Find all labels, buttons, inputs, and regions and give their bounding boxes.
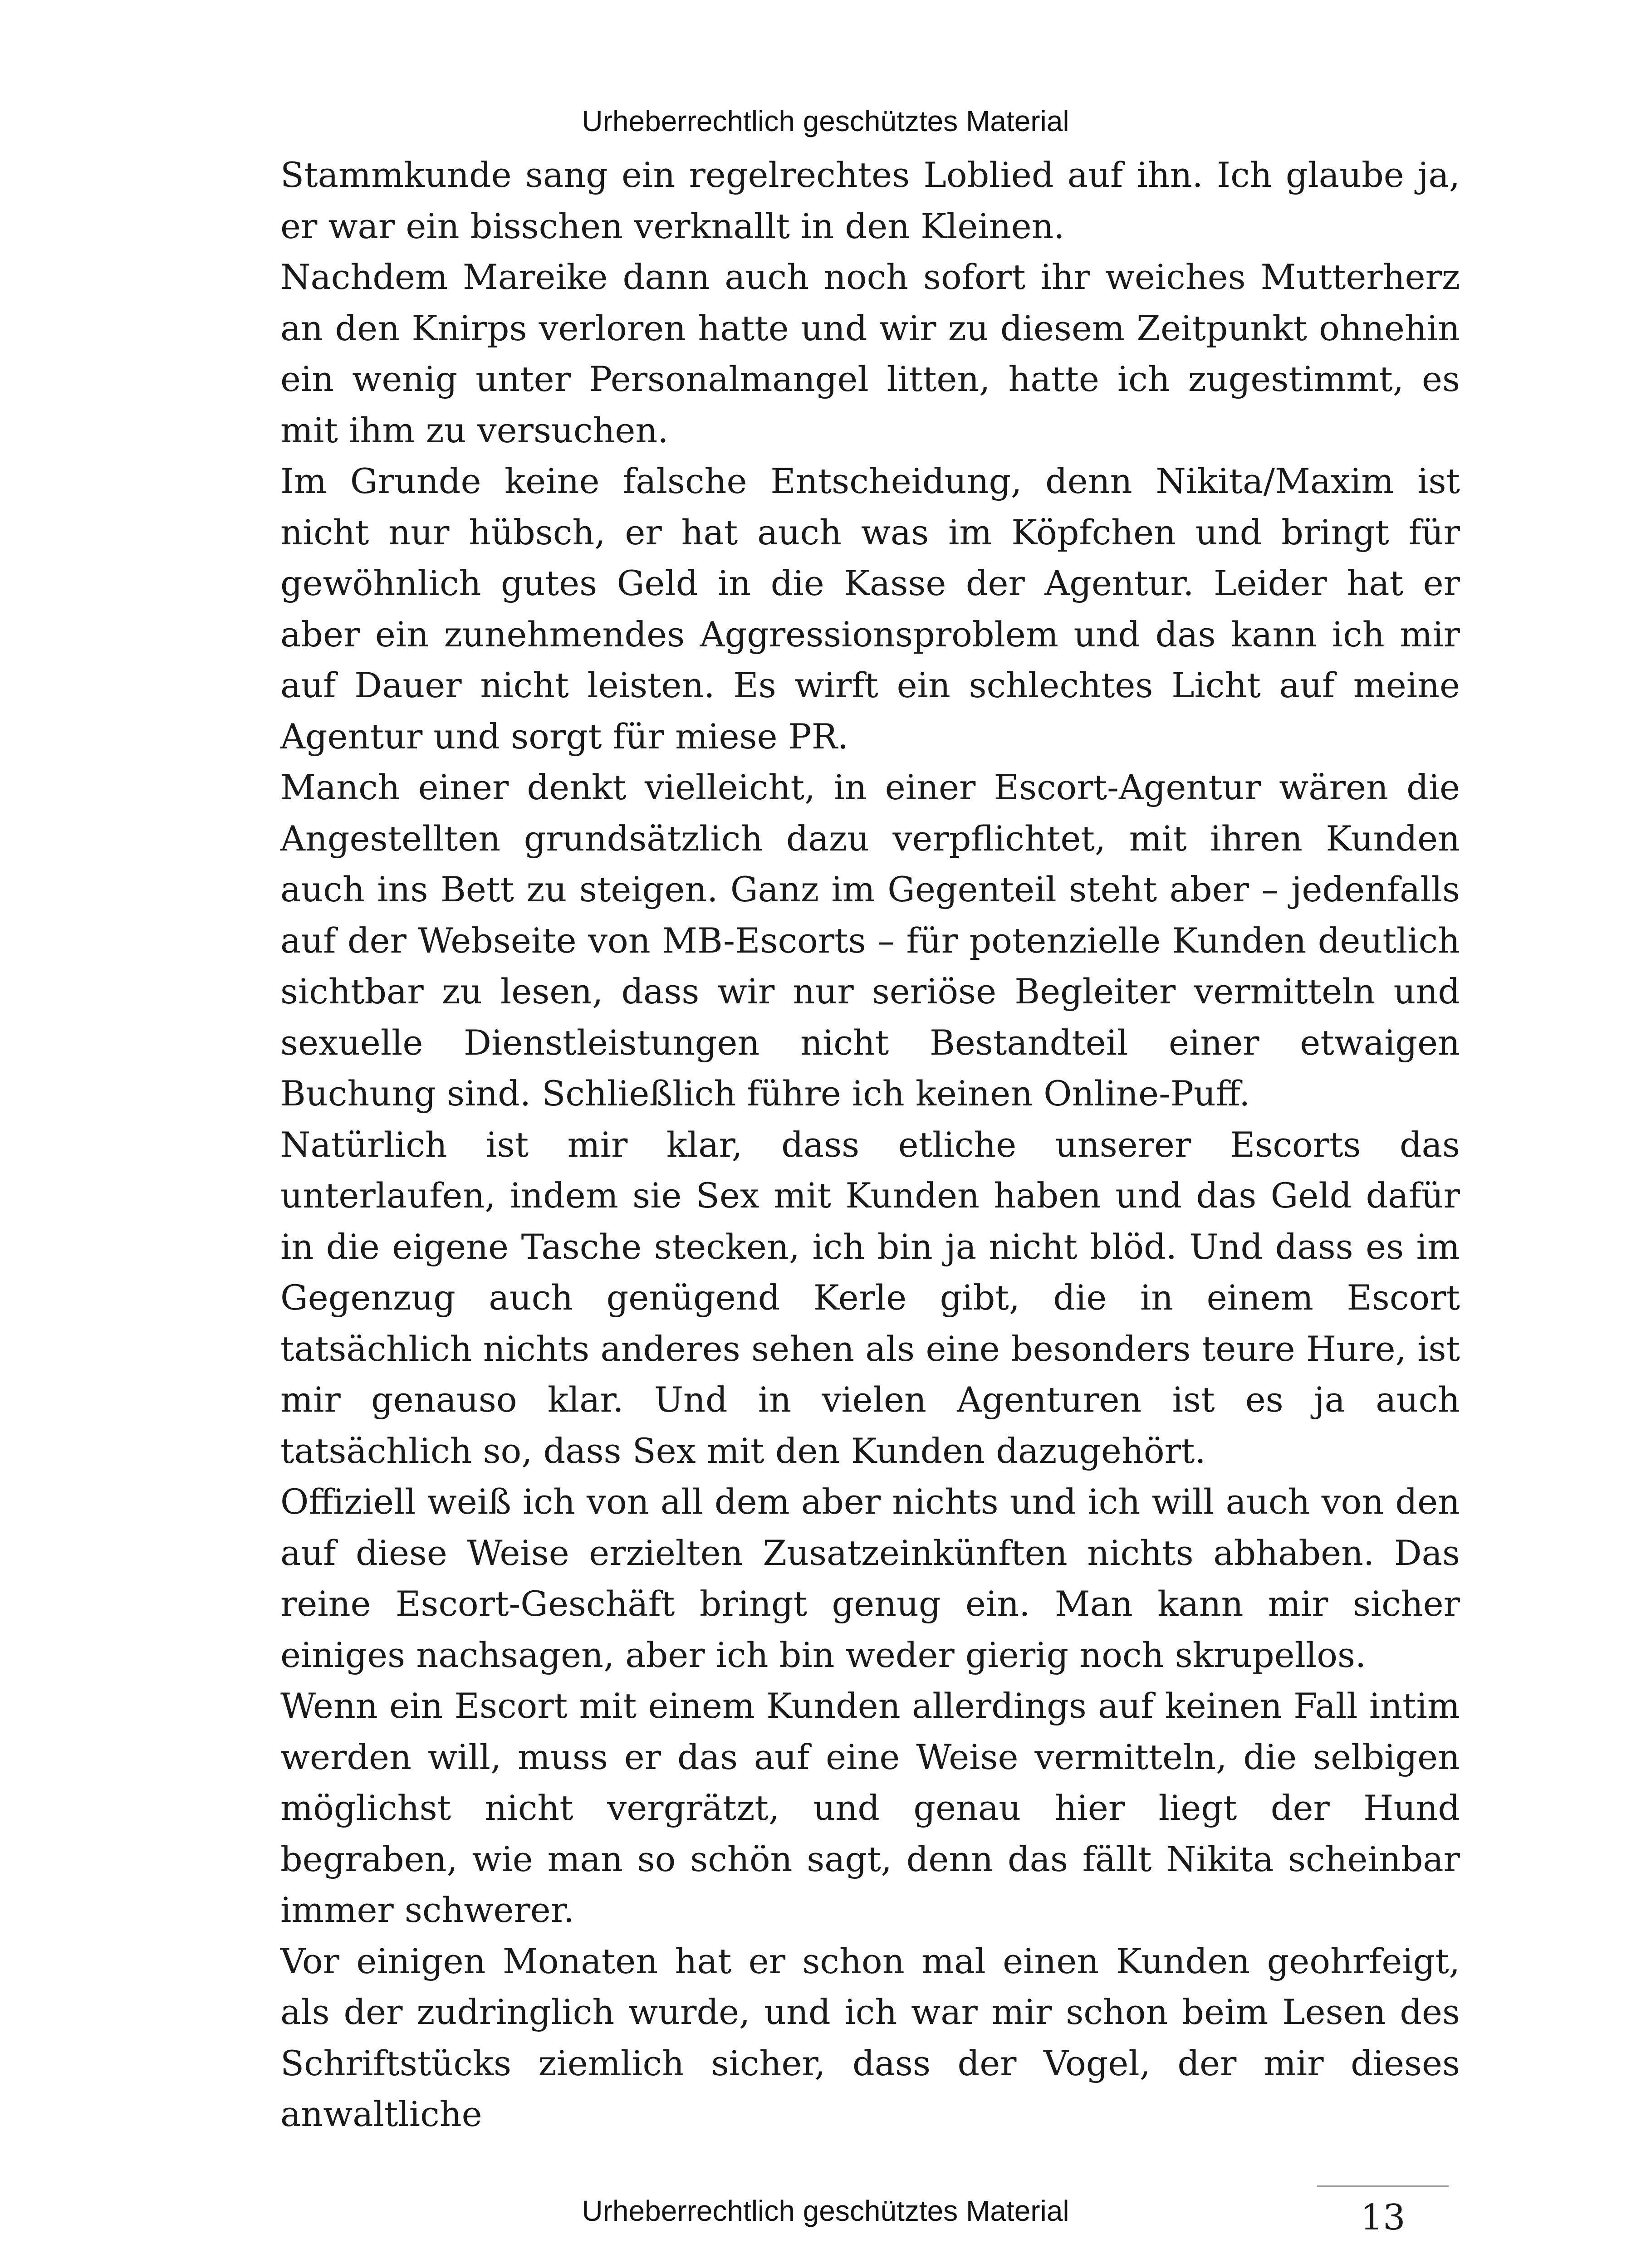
- paragraph: Im Grunde keine falsche Entscheidung, denn Nikita/Maxim ist nicht nur hübsch, er hat auch was im Köpfchen und bringt für gewöhnlich gutes Geld in die Kasse der Agentur. Leider hat er aber ein zunehmendes Aggressionsproblem und das kann ich mir auf Dauer nicht leisten. Es wirft ein schlechtes Licht auf meine Agentur und sorgt für miese PR.: [280, 461, 1460, 757]
- paragraph: Offiziell weiß ich von all dem aber nichts und ich will auch von den auf diese Weise erzielten Zusatzeinkünften nichts abhaben. Das reine Escort-Geschäft bringt genug ein. Man kann mir sicher einiges nachsagen, aber ich bin weder gierig noch skrupellos.: [280, 1481, 1460, 1675]
- page-body: [280, 150, 1460, 2140]
- paragraph: Wenn ein Escort mit einem Kunden allerdings auf keinen Fall intim werden will, muss er das auf eine Weise vermitteln, die selbigen möglichst nicht vergrätzt, und genau hier liegt der Hund begraben, wie man so schön sagt, denn das fällt Nikita scheinbar immer schwerer.: [280, 1686, 1460, 1930]
- paragraph: Natürlich ist mir klar, dass etliche unserer Escorts das unterlaufen, indem sie Sex mit Kunden haben und das Geld dafür in die eigene Tasche stecken, ich bin ja nicht blöd. Und dass es im Gegenzug auch genügend Kerle gibt, die in einem Escort tatsächlich nichts anderes sehen als eine besonders teure Hure, ist mir genauso klar. Und in vielen Agenturen ist es ja auch tatsächlich so, dass Sex mit den Kunden dazugehört.: [280, 1124, 1460, 1471]
- paragraph: Nachdem Mareike dann auch noch sofort ihr weiches Mutterherz an den Knirps verloren hatte und wir zu diesem Zeitpunkt ohnehin ein wenig unter Personalmangel litten, hatte ich zugestimmt, es mit ihm zu versuchen.: [280, 257, 1460, 450]
- paragraph: Vor einigen Monaten hat er schon mal einen Kunden geohrfeigt, als der zudringlich wurde, und ich war mir schon beim Lesen des Schriftstücks ziemlich sicher, dass der Vogel, der mir dieses anwaltliche: [280, 1941, 1460, 2134]
- footer-rule: [1317, 2185, 1449, 2187]
- page-number: 13: [1360, 2197, 1406, 2238]
- copyright-watermark-top: Urheberrechtlich geschütztes Material: [582, 105, 1069, 137]
- paragraph: Manch einer denkt vielleicht, in einer Escort-Agentur wären die Angestellten grundsätzlich dazu verpflichtet, mit ihren Kunden auch ins Bett zu steigen. Ganz im Gegenteil steht aber – jedenfalls auf der Webseite von MB-Escorts – für potenzielle Kunden deutlich sichtbar zu lesen, dass wir nur seriöse Begleiter vermitteln und sexuelle Dienstleistungen nicht Bestandteil einer etwaigen Buchung sind. Schließlich führe ich keinen Online-Puff.: [280, 767, 1460, 1114]
- copyright-watermark-bottom: Urheberrechtlich geschütztes Material: [582, 2195, 1069, 2227]
- paragraph: Stammkunde sang ein regelrechtes Loblied auf ihn. Ich glaube ja, er war ein bisschen verknallt in den Kleinen.: [280, 155, 1460, 246]
